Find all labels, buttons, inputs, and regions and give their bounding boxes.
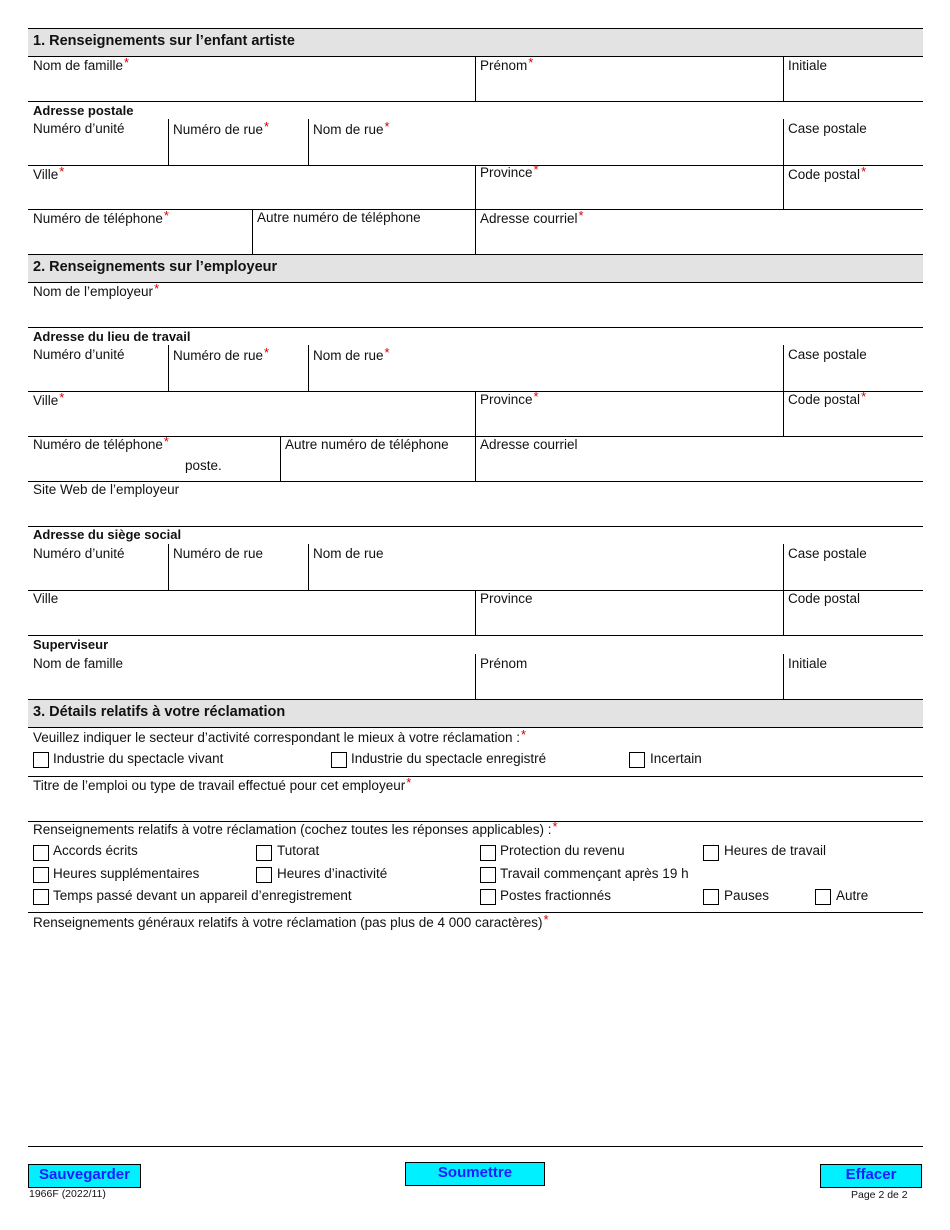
overtime-checkbox[interactable] — [33, 867, 49, 883]
hq-province-field[interactable] — [476, 591, 783, 635]
job-title-field[interactable] — [28, 777, 923, 821]
work-postal-code-field[interactable] — [784, 389, 923, 436]
employer-name-field[interactable] — [28, 283, 923, 327]
section-2-title: 2. Renseignements sur l’employeur — [33, 259, 278, 275]
work-city-field[interactable] — [28, 392, 475, 436]
section-2-header — [28, 254, 923, 283]
hq-po-box-field[interactable] — [784, 544, 923, 590]
work-phone-extension-label: poste. — [185, 458, 222, 473]
work-unit-label: Numéro d’unité — [33, 347, 125, 362]
split-shifts-label: Postes fractionnés — [500, 888, 612, 903]
sector-uncertain-checkbox[interactable] — [629, 752, 645, 768]
income-protection-checkbox[interactable] — [480, 845, 496, 861]
child-phone-field[interactable] — [28, 210, 252, 254]
child-postal-address-heading: Adresse postale — [33, 103, 134, 118]
section-1-title: 1. Renseignements sur l’enfant artiste — [33, 33, 295, 49]
child-last-name-field[interactable] — [28, 56, 475, 101]
work-po-box-label: Case postale — [788, 347, 867, 362]
work-phone-field[interactable] — [28, 434, 178, 481]
hq-street-name-label: Nom de rue — [313, 546, 384, 561]
breaks-checkbox[interactable] — [703, 889, 719, 905]
child-initial-label: Initiale — [788, 58, 828, 73]
child-alt-phone-field[interactable] — [253, 210, 475, 254]
supervisor-heading: Superviseur — [33, 637, 109, 652]
employer-website-field[interactable] — [28, 482, 923, 526]
hq-street-name-field[interactable] — [309, 544, 783, 590]
sector-recorded-label: Industrie du spectacle enregistré — [351, 751, 547, 766]
work-unit-field[interactable] — [28, 345, 167, 391]
supervisor-first-name-field[interactable] — [476, 654, 783, 699]
child-postal-code-label: Code postal* — [788, 164, 867, 182]
child-first-name-label: Prénom* — [480, 55, 534, 73]
head-office-address-heading: Adresse du siège social — [33, 527, 182, 542]
child-city-field[interactable] — [28, 166, 475, 209]
child-first-name-field[interactable] — [476, 56, 783, 101]
work-after-7pm-label: Travail commençant après 19 h — [500, 866, 689, 881]
child-street-number-field[interactable] — [169, 119, 308, 165]
child-unit-label: Numéro d’unité — [33, 121, 125, 136]
child-phone-label: Numéro de téléphone* — [33, 208, 169, 226]
work-street-number-label: Numéro de rue* — [173, 345, 270, 363]
child-email-field[interactable] — [476, 210, 923, 254]
hq-postal-code-label: Code postal — [788, 591, 861, 606]
job-title-label: Titre de l’emploi ou type de travail effectué pour cet employeur* — [33, 775, 412, 793]
work-postal-code-label: Code postal* — [788, 389, 867, 407]
idle-hours-checkbox[interactable] — [256, 867, 272, 883]
child-postal-code-field[interactable] — [784, 166, 923, 209]
work-po-box-field[interactable] — [784, 345, 923, 391]
hq-city-label: Ville — [33, 591, 59, 606]
form-number: 1966F (2022/11) — [29, 1188, 106, 1200]
child-province-label: Province* — [480, 162, 539, 180]
sector-question-label: Veuillez indiquer le secteur d’activité correspondant le mieux à votre réclamation :* — [33, 727, 527, 745]
work-province-label: Province* — [480, 389, 539, 407]
claim-info-question-label: Renseignements relatifs à votre réclamation (cochez toutes les réponses applicables) :* — [33, 819, 558, 837]
work-alt-phone-label: Autre numéro de téléphone — [285, 437, 449, 452]
hq-city-field[interactable] — [28, 591, 475, 635]
child-email-label: Adresse courriel* — [480, 208, 584, 226]
supervisor-initial-field[interactable] — [784, 654, 923, 699]
sector-uncertain-label: Incertain — [650, 751, 702, 766]
hq-po-box-label: Case postale — [788, 546, 867, 561]
child-po-box-label: Case postale — [788, 121, 867, 136]
work-email-label: Adresse courriel — [480, 437, 578, 452]
tutoring-checkbox[interactable] — [256, 845, 272, 861]
child-province-field[interactable] — [476, 162, 783, 209]
employer-website-label: Site Web de l’employeur — [33, 482, 180, 497]
recording-time-checkbox[interactable] — [33, 889, 49, 905]
child-last-name-label: Nom de famille* — [33, 55, 130, 73]
child-street-number-label: Numéro de rue* — [173, 119, 270, 137]
child-street-name-label: Nom de rue* — [313, 119, 390, 137]
breaks-label: Pauses — [724, 888, 770, 903]
child-unit-field[interactable] — [28, 119, 167, 165]
hq-postal-code-field[interactable] — [784, 591, 923, 635]
overtime-label: Heures supplémentaires — [53, 866, 200, 881]
other-label: Autre — [836, 888, 869, 903]
tutoring-label: Tutorat — [277, 843, 320, 858]
recording-time-label: Temps passé devant un appareil d’enregistrement — [53, 888, 352, 903]
hq-unit-label: Numéro d’unité — [33, 546, 125, 561]
child-city-label: Ville* — [33, 164, 65, 182]
section-3-title: 3. Détails relatifs à votre réclamation — [33, 704, 286, 720]
clear-button[interactable]: Effacer — [820, 1164, 922, 1188]
other-checkbox[interactable] — [815, 889, 831, 905]
idle-hours-label: Heures d’inactivité — [277, 866, 388, 881]
section-3-header — [28, 699, 923, 728]
supervisor-first-name-label: Prénom — [480, 656, 528, 671]
general-info-label: Renseignements généraux relatifs à votre réclamation (pas plus de 4 000 caractères)* — [33, 912, 549, 930]
work-city-label: Ville* — [33, 390, 65, 408]
child-alt-phone-label: Autre numéro de téléphone — [257, 210, 421, 225]
sector-recorded-checkbox[interactable] — [331, 752, 347, 768]
hq-street-number-label: Numéro de rue — [173, 546, 264, 561]
child-street-name-field[interactable] — [309, 119, 783, 165]
work-email-field[interactable] — [476, 437, 923, 481]
work-hours-label: Heures de travail — [724, 843, 827, 858]
submit-button[interactable]: Soumettre — [405, 1162, 545, 1186]
general-info-textarea[interactable] — [28, 935, 923, 1145]
hq-street-number-field[interactable] — [169, 544, 308, 590]
supervisor-last-name-field[interactable] — [28, 654, 475, 699]
child-po-box-field[interactable] — [784, 119, 923, 165]
income-protection-label: Protection du revenu — [500, 843, 625, 858]
work-street-name-field[interactable] — [309, 345, 783, 391]
sector-live-checkbox[interactable] — [33, 752, 49, 768]
written-agreements-checkbox[interactable] — [33, 845, 49, 861]
work-province-field[interactable] — [476, 389, 783, 436]
child-initial-field[interactable] — [784, 56, 923, 101]
work-street-name-label: Nom de rue* — [313, 345, 390, 363]
work-street-number-field[interactable] — [169, 345, 308, 391]
page-number: Page 2 de 2 — [851, 1189, 908, 1201]
sector-live-label: Industrie du spectacle vivant — [53, 751, 224, 766]
hq-unit-field[interactable] — [28, 544, 167, 590]
work-hours-checkbox[interactable] — [703, 845, 719, 861]
work-alt-phone-field[interactable] — [281, 437, 475, 481]
employer-name-label: Nom de l’employeur* — [33, 281, 160, 299]
section-1-header — [28, 28, 923, 57]
split-shifts-checkbox[interactable] — [480, 889, 496, 905]
workplace-address-heading: Adresse du lieu de travail — [33, 329, 191, 344]
supervisor-last-name-label: Nom de famille — [33, 656, 124, 671]
work-phone-extension-field[interactable] — [225, 455, 279, 479]
work-phone-label: Numéro de téléphone* — [33, 434, 169, 452]
supervisor-initial-label: Initiale — [788, 656, 828, 671]
save-button[interactable]: Sauvegarder — [28, 1164, 141, 1188]
written-agreements-label: Accords écrits — [53, 843, 138, 858]
work-after-7pm-checkbox[interactable] — [480, 867, 496, 883]
hq-province-label: Province — [480, 591, 533, 606]
